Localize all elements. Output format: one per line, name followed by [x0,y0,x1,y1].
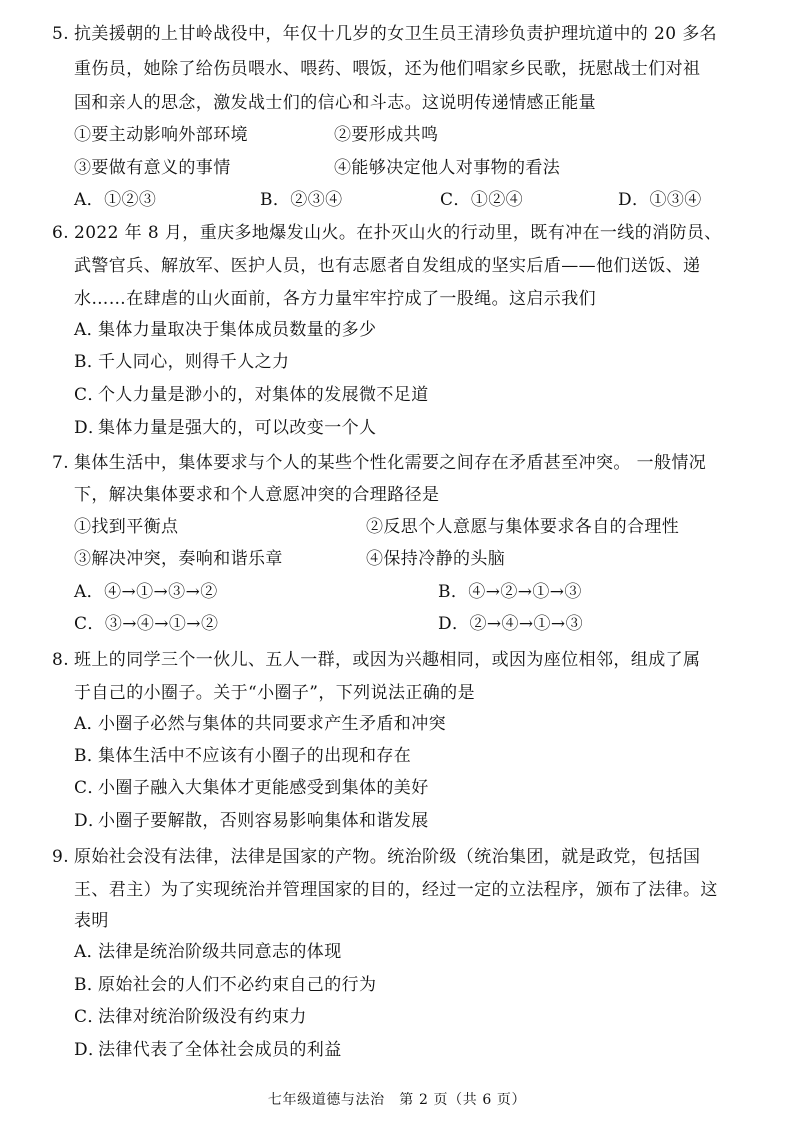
question-7-stem-line-2: 下，解决集体要求和个人意愿冲突的合理路径是 [74,485,440,505]
option-a: A．①②③ [74,190,157,210]
question-9-stem-line-1: 9. 原始社会没有法律，法律是国家的产物。统治阶级（统治集团，就是政党，包括国 [52,847,701,867]
option-b: B．原始社会的人们不必约束自己的行为 [74,975,377,995]
question-9-stem-line-2: 王、君主）为了实现统治并管理国家的目的，经过一定的立法程序，颁布了法律。这 [74,880,718,900]
option-d: D．法律代表了全体社会成员的利益 [74,1040,342,1060]
option-a: A．小圈子必然与集体的共同要求产生矛盾和冲突 [74,714,446,734]
option-c: C．③→④→①→② [74,614,219,634]
statement-item: ③要做有意义的事情 [74,158,231,178]
option-b: B．④→②→①→③ [438,582,582,602]
question-6-stem-line-2: 武警官兵、解放军、医护人员，也有志愿者自发组成的坚实后盾——他们送饭、递 [74,256,701,276]
question-8-stem-line-1: 8. 班上的同学三个一伙儿、五人一群，或因为兴趣相同，或因为座位相邻，组成了属 [52,650,701,670]
question-7-stem-line-1: 7. 集体生活中，集体要求与个人的某些个性化需要之间存在矛盾甚至冲突。 一般情况 [52,453,707,473]
option-a: A．集体力量取决于集体成员数量的多少 [74,320,377,340]
question-8-stem-line-2: 于自己的小圈子。关于“小圈子”，下列说法正确的是 [74,683,475,703]
question-5-stem-line-1: 5. 抗美援朝的上甘岭战役中，年仅十几岁的女卫生员王清珍负责护理坑道中的 20 多名 [52,24,718,44]
option-d: D．②→④→①→③ [438,614,583,634]
option-d: D．集体力量是强大的，可以改变一个人 [74,418,377,438]
option-a: A．④→①→③→② [74,582,218,602]
option-d: D．①③④ [618,190,702,210]
option-b: B．集体生活中不应该有小圈子的出现和存在 [74,746,412,766]
option-b: B．千人同心，则得千人之力 [74,352,290,372]
question-5-stem-line-2: 重伤员，她除了给伤员喂水、喂药、喂饭，还为他们唱家乡民歌，抚慰战士们对祖 [74,59,701,79]
option-a: A．法律是统治阶级共同意志的体现 [74,942,342,962]
question-6-stem-line-3: 水……在肆虐的山火面前，各方力量牢牢拧成了一股绳。这启示我们 [74,289,596,309]
statement-item: ④能够决定他人对事物的看法 [334,158,561,178]
option-d: D．小圈子要解散，否则容易影响集体和谐发展 [74,811,429,831]
question-number: 8. [52,650,70,670]
question-number: 6. [52,223,70,243]
statement-item: ①要主动影响外部环境 [74,125,248,145]
page-footer: 七年级道德与法治 第 2 页（共 6 页） [267,1092,527,1108]
statement-item: ③解决冲突，奏响和谐乐章 [74,549,283,569]
option-c: C．①②④ [440,190,524,210]
option-c: C．个人力量是渺小的，对集体的发展微不足道 [74,385,429,405]
question-6-stem-line-1: 6. 2022 年 8 月，重庆多地爆发山火。在扑灭山火的行动里，既有冲在一线的消防员、 [52,223,722,243]
option-b: B．②③④ [260,190,343,210]
question-5-stem-line-3: 国和亲人的思念，激发战士们的信心和斗志。这说明传递情感正能量 [74,93,596,113]
option-c: C．法律对统治阶级没有约束力 [74,1007,307,1027]
statement-item: ②反思个人意愿与集体要求各自的合理性 [366,517,680,537]
option-c: C．小圈子融入大集体才更能感受到集体的美好 [74,778,429,798]
statement-item: ④保持冷静的头脑 [366,549,506,569]
question-9-stem-line-3: 表明 [74,911,109,931]
statement-item: ①找到平衡点 [74,517,179,537]
statement-item: ②要形成共鸣 [334,125,439,145]
question-number: 5. [52,24,70,44]
question-number: 7. [52,453,70,473]
question-number: 9. [52,847,70,867]
